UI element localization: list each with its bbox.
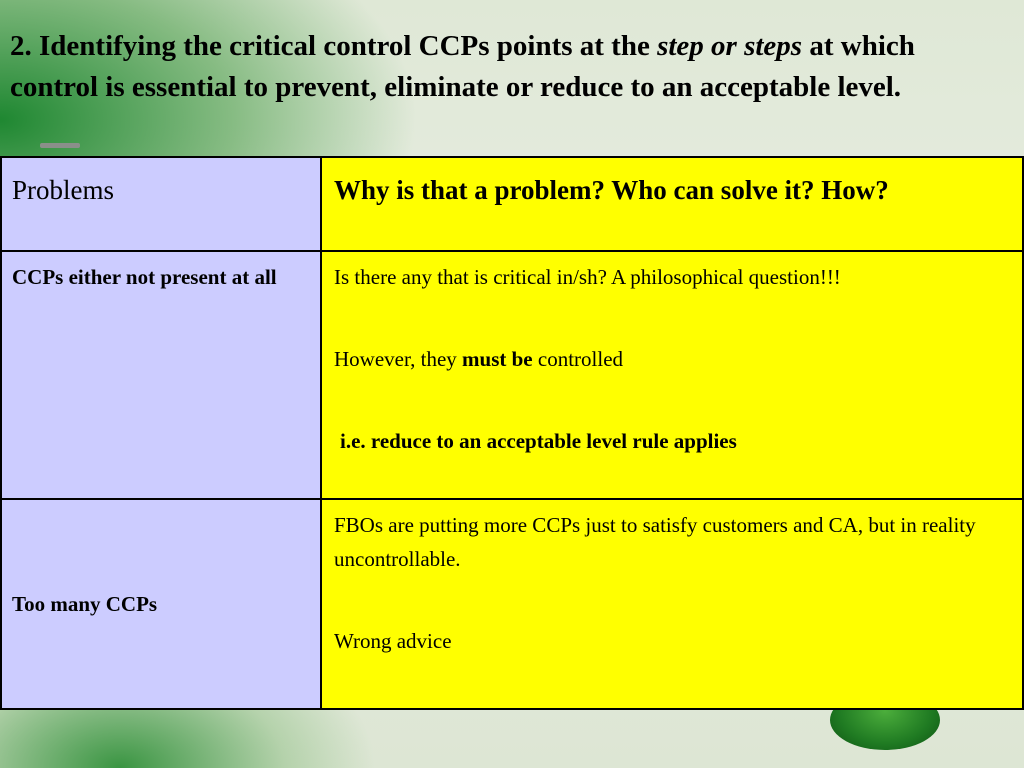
title-text-end: at which control is essential to prevent, eliminate or reduce to an acceptable level. <box>10 30 915 103</box>
title-text-start: 2. Identifying the critical control CCPs points at the <box>10 30 658 62</box>
table-row <box>1 251 1023 499</box>
header-problems: Problems <box>12 175 115 205</box>
answer-line-rule: i.e. reduce to an acceptable level rule applies <box>340 429 737 453</box>
title-emphasis: step or steps <box>657 30 803 62</box>
problem-cell <box>1 251 321 499</box>
header-cell-why <box>321 157 1023 251</box>
answer-text <box>322 500 1022 658</box>
answer-line: Is there any that is critical in/sh? A philosophical question!!! <box>334 265 841 289</box>
answer-line-emphasis: must be <box>462 347 533 371</box>
background-dash-mark <box>40 143 80 148</box>
ccp-problems-table <box>0 156 1024 710</box>
slide-title <box>10 26 1010 108</box>
answer-cell <box>321 499 1023 709</box>
answer-line: FBOs are putting more CCPs just to satisfy customers and CA, but in reality uncontrollable. <box>334 513 976 571</box>
header-why: Why is that a problem? Who can solve it? How? <box>334 175 889 205</box>
header-cell-problems <box>1 157 321 251</box>
table-row <box>1 499 1023 709</box>
answer-text <box>322 252 1022 458</box>
problem-cell <box>1 499 321 709</box>
problem-text: Too many CCPs <box>12 591 158 616</box>
answer-line-prefix: However, they <box>334 347 463 371</box>
problem-text: CCPs either not present at all <box>12 265 277 289</box>
answer-cell <box>321 251 1023 499</box>
answer-line: Wrong advice <box>334 629 452 653</box>
answer-line <box>334 342 1012 376</box>
table-header-row <box>1 157 1023 251</box>
answer-line-suffix: controlled <box>532 347 624 371</box>
